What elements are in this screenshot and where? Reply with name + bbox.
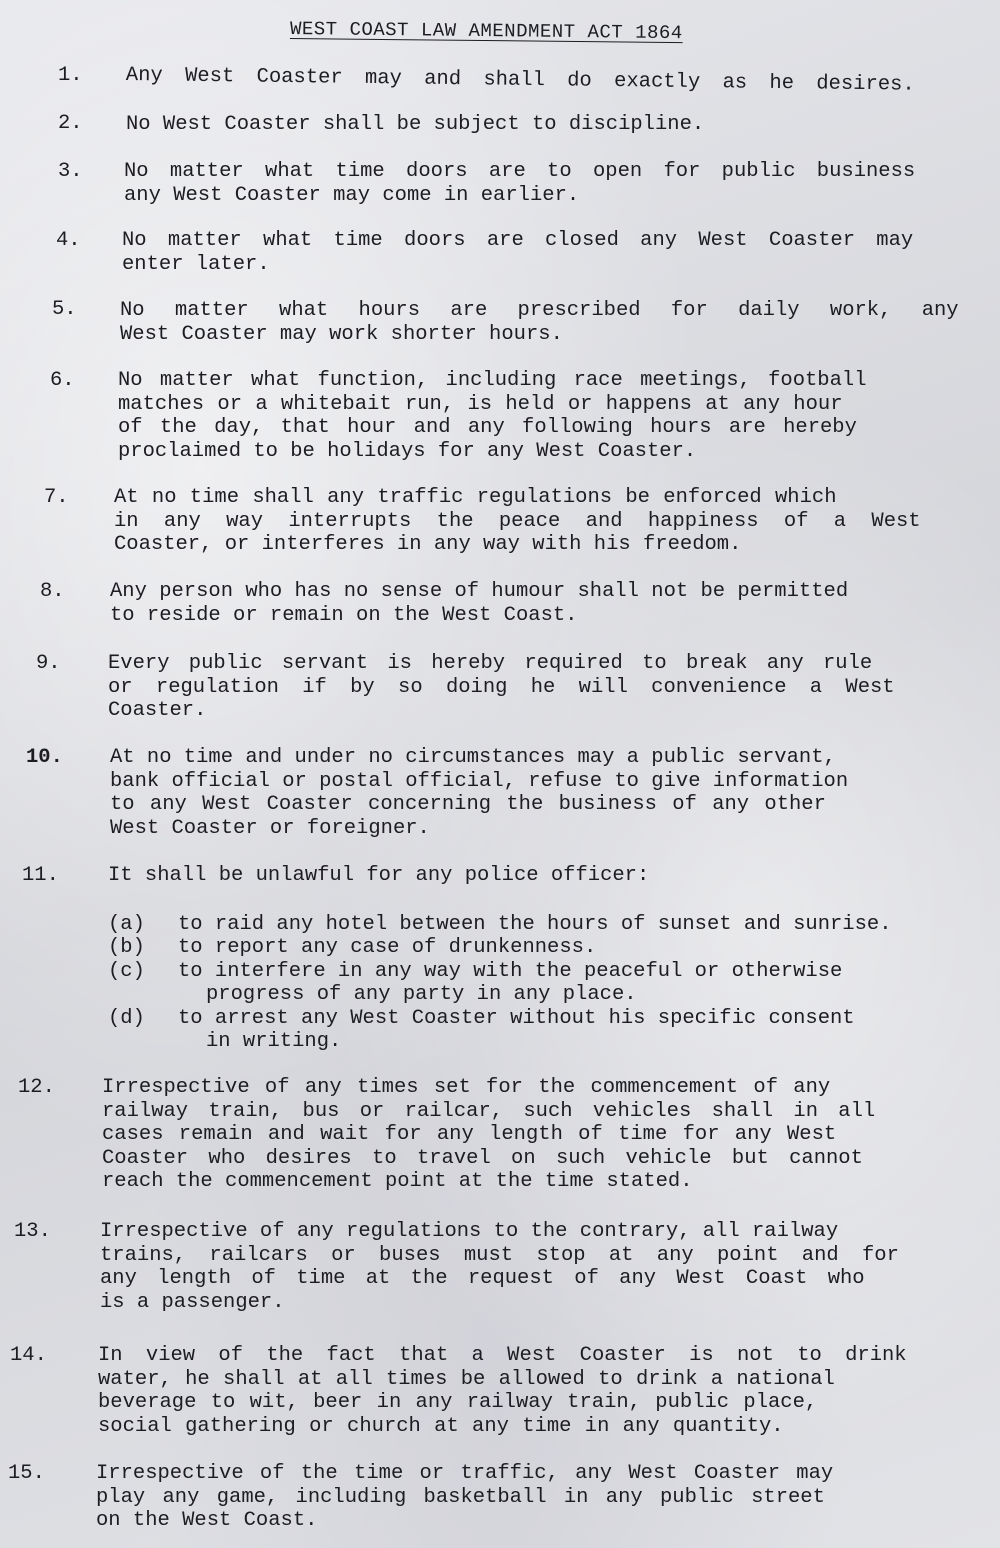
subclause-line: to interfere in any way with the peaceful or otherwise [178, 960, 843, 983]
clause-text [122, 229, 913, 276]
clause-line: Any West Coaster may and shall do exactly as he desires. [125, 64, 915, 97]
clause-text [100, 1220, 899, 1314]
clause-text [98, 1344, 907, 1438]
subclause-line: progress of any party in any place. [206, 983, 637, 1006]
subclause-line: in writing. [206, 1030, 342, 1053]
clause-line: No matter what time doors are to open for public business [124, 160, 916, 183]
subclause-label: (b) [108, 936, 145, 959]
clause-line: of the day, that hour and any following hours are hereby [118, 416, 857, 439]
clause-line: West Coaster may work shorter hours. [120, 322, 563, 346]
clause-number: 6. [50, 369, 75, 392]
clause-number: 8. [40, 580, 65, 603]
clause-line: Every public servant is hereby required to break any rule [108, 652, 873, 675]
clause-line: water, he shall at all times be allowed to drink a national [98, 1367, 835, 1391]
clause-line: Irrespective of any regulations to the contrary, all railway [100, 1220, 839, 1243]
clause-line: Coaster, or interferes in any way with his freedom. [114, 533, 742, 556]
clause-text [110, 580, 848, 627]
clause-number: 5. [52, 298, 77, 321]
clause-line: Any person who has no sense of humour shall not be permitted [110, 580, 849, 603]
clause-text [108, 652, 895, 723]
clause-number: 4. [56, 229, 81, 252]
subclause-label: (d) [108, 1007, 145, 1030]
clause-line: bank official or postal official, refuse to give information [110, 769, 849, 793]
clause-line: No matter what hours are prescribed for daily work, any [120, 299, 959, 322]
clause-line: At no time shall any traffic regulations be enforced which [114, 486, 837, 509]
subclause-continuation [206, 983, 637, 1007]
subclause [108, 913, 892, 937]
clause-line: in any way interrupts the peace and happiness of a West [114, 509, 921, 533]
clause-line: play any game, including basketball in any public street [96, 1485, 825, 1509]
clause-number: 1. [58, 64, 83, 87]
clause-number: 14. [10, 1344, 47, 1367]
clause-text [96, 1462, 833, 1533]
clause-line: beverage to wit, beer in any railway train, public place, [98, 1391, 818, 1414]
clause-line: West Coaster or foreigner. [110, 816, 430, 840]
clause-line: enter later. [122, 252, 270, 276]
clause-line: proclaimed to be holidays for any West Coaster. [118, 439, 697, 463]
clause-line: matches or a whitebait run, is held or happens at any hour [118, 392, 843, 416]
subclause-continuation [206, 1030, 341, 1054]
clause-line: or regulation if by so doing he will convenience a West [108, 675, 895, 699]
clause-number: 10. [26, 746, 63, 769]
clause-text [108, 864, 649, 888]
clause-line: Coaster who desires to travel on such vehicle but cannot [102, 1146, 863, 1170]
clause-line: At no time and under no circumstances may a public servant, [110, 746, 836, 769]
clause-text [124, 160, 966, 207]
clause-line: Coaster. [108, 699, 207, 722]
subclause-label: (a) [108, 913, 145, 936]
clause-line: Irrespective of the time or traffic, any West Coaster may [96, 1462, 834, 1485]
clause-number: 2. [58, 112, 83, 135]
clause-line: on the West Coast. [96, 1509, 318, 1532]
document-title: WEST COAST LAW AMENDMENT ACT 1864 [289, 18, 683, 45]
clause-line: to any West Coaster concerning the business of any other [110, 793, 826, 816]
subclause-line: to arrest any West Coaster without his specific consent [178, 1007, 855, 1030]
clause-line: No matter what time doors are closed any West Coaster may [122, 229, 914, 252]
clause-number: 12. [18, 1076, 55, 1099]
clause-number: 3. [58, 160, 83, 183]
subclause-label: (c) [108, 960, 145, 983]
clause-line: reach the commencement point at the time stated. [102, 1170, 693, 1193]
clause-line: In view of the fact that a West Coaster is not to drink [98, 1344, 907, 1367]
clause-line: trains, railcars or buses must stop at any point and for [100, 1243, 899, 1267]
clause-line: It shall be unlawful for any police officer: [108, 864, 650, 887]
clause-number: 15. [8, 1462, 45, 1485]
clause-text [102, 1076, 875, 1194]
clause-text [120, 299, 959, 346]
subclause-line: to raid any hotel between the hours of sunset and sunrise. [178, 913, 892, 936]
clause-line: any West Coaster may come in earlier. [124, 183, 580, 207]
clause-number: 11. [22, 864, 59, 887]
subclause-line: to report any case of drunkenness. [178, 936, 597, 959]
clause-number: 9. [36, 652, 61, 675]
clause-number: 13. [14, 1220, 51, 1243]
clause-line: No matter what function, including race meetings, football [118, 369, 867, 392]
clause-text [126, 113, 704, 137]
subclause [108, 960, 842, 984]
clause-line: is a passenger. [100, 1290, 285, 1314]
clause-text [110, 746, 848, 840]
subclause [108, 936, 596, 960]
subclause [108, 1007, 855, 1031]
clause-line: railway train, bus or railcar, such vehicles shall in all [102, 1099, 876, 1123]
clause-line: to reside or remain on the West Coast. [110, 603, 578, 627]
clause-line: Irrespective of any times set for the commencement of any [102, 1076, 831, 1099]
clause-text [114, 486, 921, 557]
clause-number: 7. [44, 486, 69, 509]
clause-line: No West Coaster shall be subject to discipline. [126, 113, 705, 136]
clause-text [126, 64, 915, 97]
clause-line: any length of time at the request of any West Coast who [100, 1267, 865, 1290]
clause-line: social gathering or church at any time in any quantity. [98, 1414, 784, 1438]
clause-text [118, 369, 867, 463]
clause-line: cases remain and wait for any length of time for any West [102, 1123, 837, 1146]
